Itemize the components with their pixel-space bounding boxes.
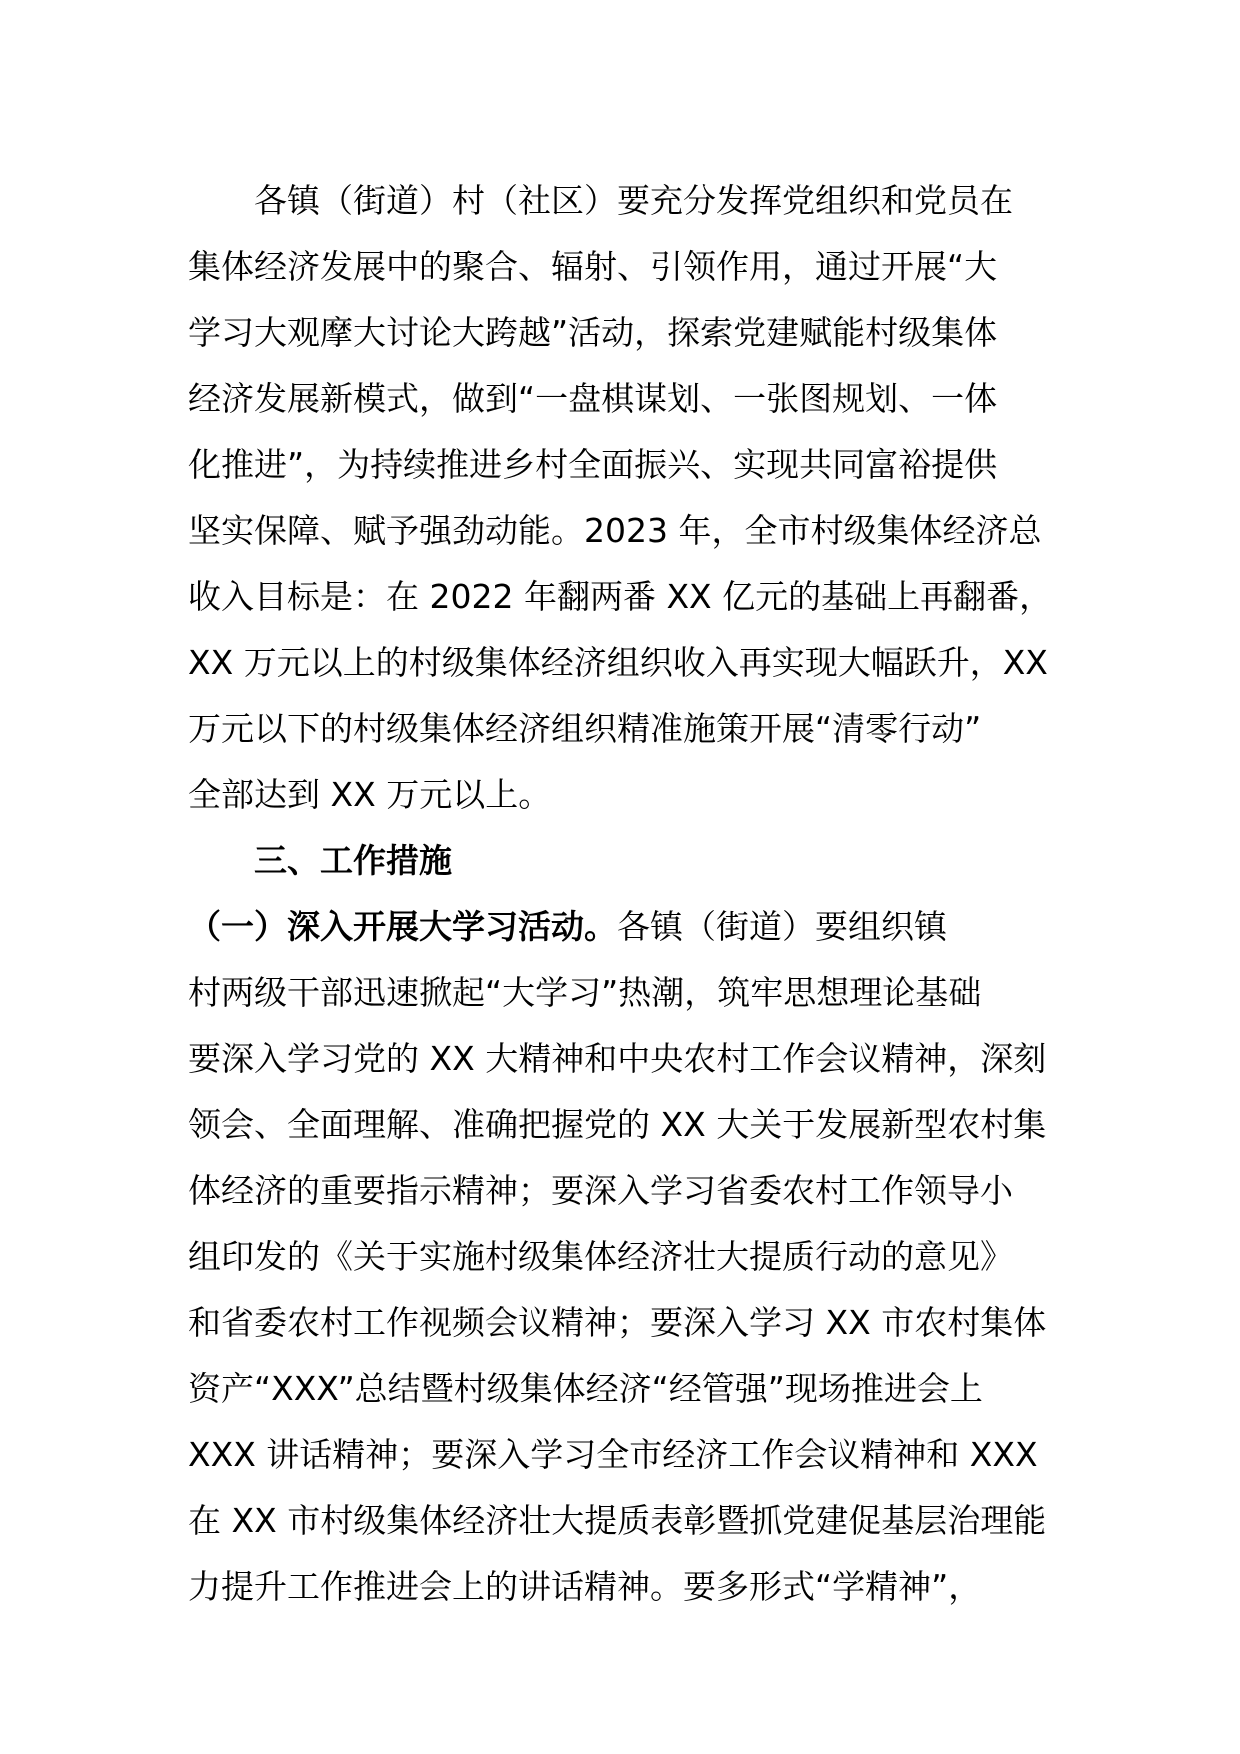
text-line: 力提升工作推进会上的讲话精神。要多形式“学精神”， [188, 1567, 982, 1606]
text-line: 各镇（街道）村（社区）要充分发挥党组织和党员在 [254, 181, 1013, 220]
text-span: 各镇（街道）要组织镇 [617, 907, 947, 946]
paragraph-study-activity [188, 894, 1068, 1620]
text-line: 领会、全面理解、准确把握党的 XX 大关于发展新型农村集 [188, 1105, 1047, 1144]
text-line: 集体经济发展中的聚合、辐射、引领作用，通过开展“大 [188, 247, 998, 286]
text-line: 万元以下的村级集体经济组织精准施策开展“清零行动” [188, 709, 982, 748]
text-line: 体经济的重要指示精神；要深入学习省委农村工作领导小 [188, 1171, 1013, 1210]
text-line: 资产“XXX”总结暨村级集体经济“经管强”现场推进会上 [188, 1369, 983, 1408]
text-line: 在 XX 市村级集体经济壮大提质表彰暨抓党建促基层治理能 [188, 1501, 1047, 1540]
text-line: 经济发展新模式，做到“一盘棋谋划、一张图规划、一体 [188, 379, 998, 418]
section-heading: 三、工作措施 [254, 841, 452, 880]
text-line: 化推进”，为持续推进乡村全面振兴、实现共同富裕提供 [188, 445, 998, 484]
text-line: 坚实保障、赋予强劲动能。2023 年，全市村级集体经济总 [188, 511, 1042, 550]
text-line: XXX 讲话精神；要深入学习全市经济工作会议精神和 XXX [188, 1435, 1038, 1474]
text-line: 全部达到 XX 万元以上。 [188, 775, 552, 814]
text-line: 要深入学习党的 XX 大精神和中央农村工作会议精神，深刻 [188, 1039, 1047, 1078]
document-body [188, 168, 1068, 1620]
text-line: 收入目标是：在 2022 年翻两番 XX 亿元的基础上再翻番， [188, 577, 1053, 616]
text-line: 组印发的《关于实施村级集体经济壮大提质行动的意见》 [188, 1237, 1013, 1276]
text-line: 村两级干部迅速掀起“大学习”热潮，筑牢思想理论基础 [188, 973, 982, 1012]
text-line: XX 万元以上的村级集体经济组织收入再实现大幅跃升，XX [188, 643, 1048, 682]
text-line [188, 894, 1068, 960]
text-line: 和省委农村工作视频会议精神；要深入学习 XX 市农村集体 [188, 1303, 1047, 1342]
subsection-heading: （一）深入开展大学习活动。 [188, 907, 617, 946]
paragraph-goals [188, 168, 1068, 828]
text-line: 学习大观摩大讨论大跨越”活动，探索党建赋能村级集体 [188, 313, 998, 352]
